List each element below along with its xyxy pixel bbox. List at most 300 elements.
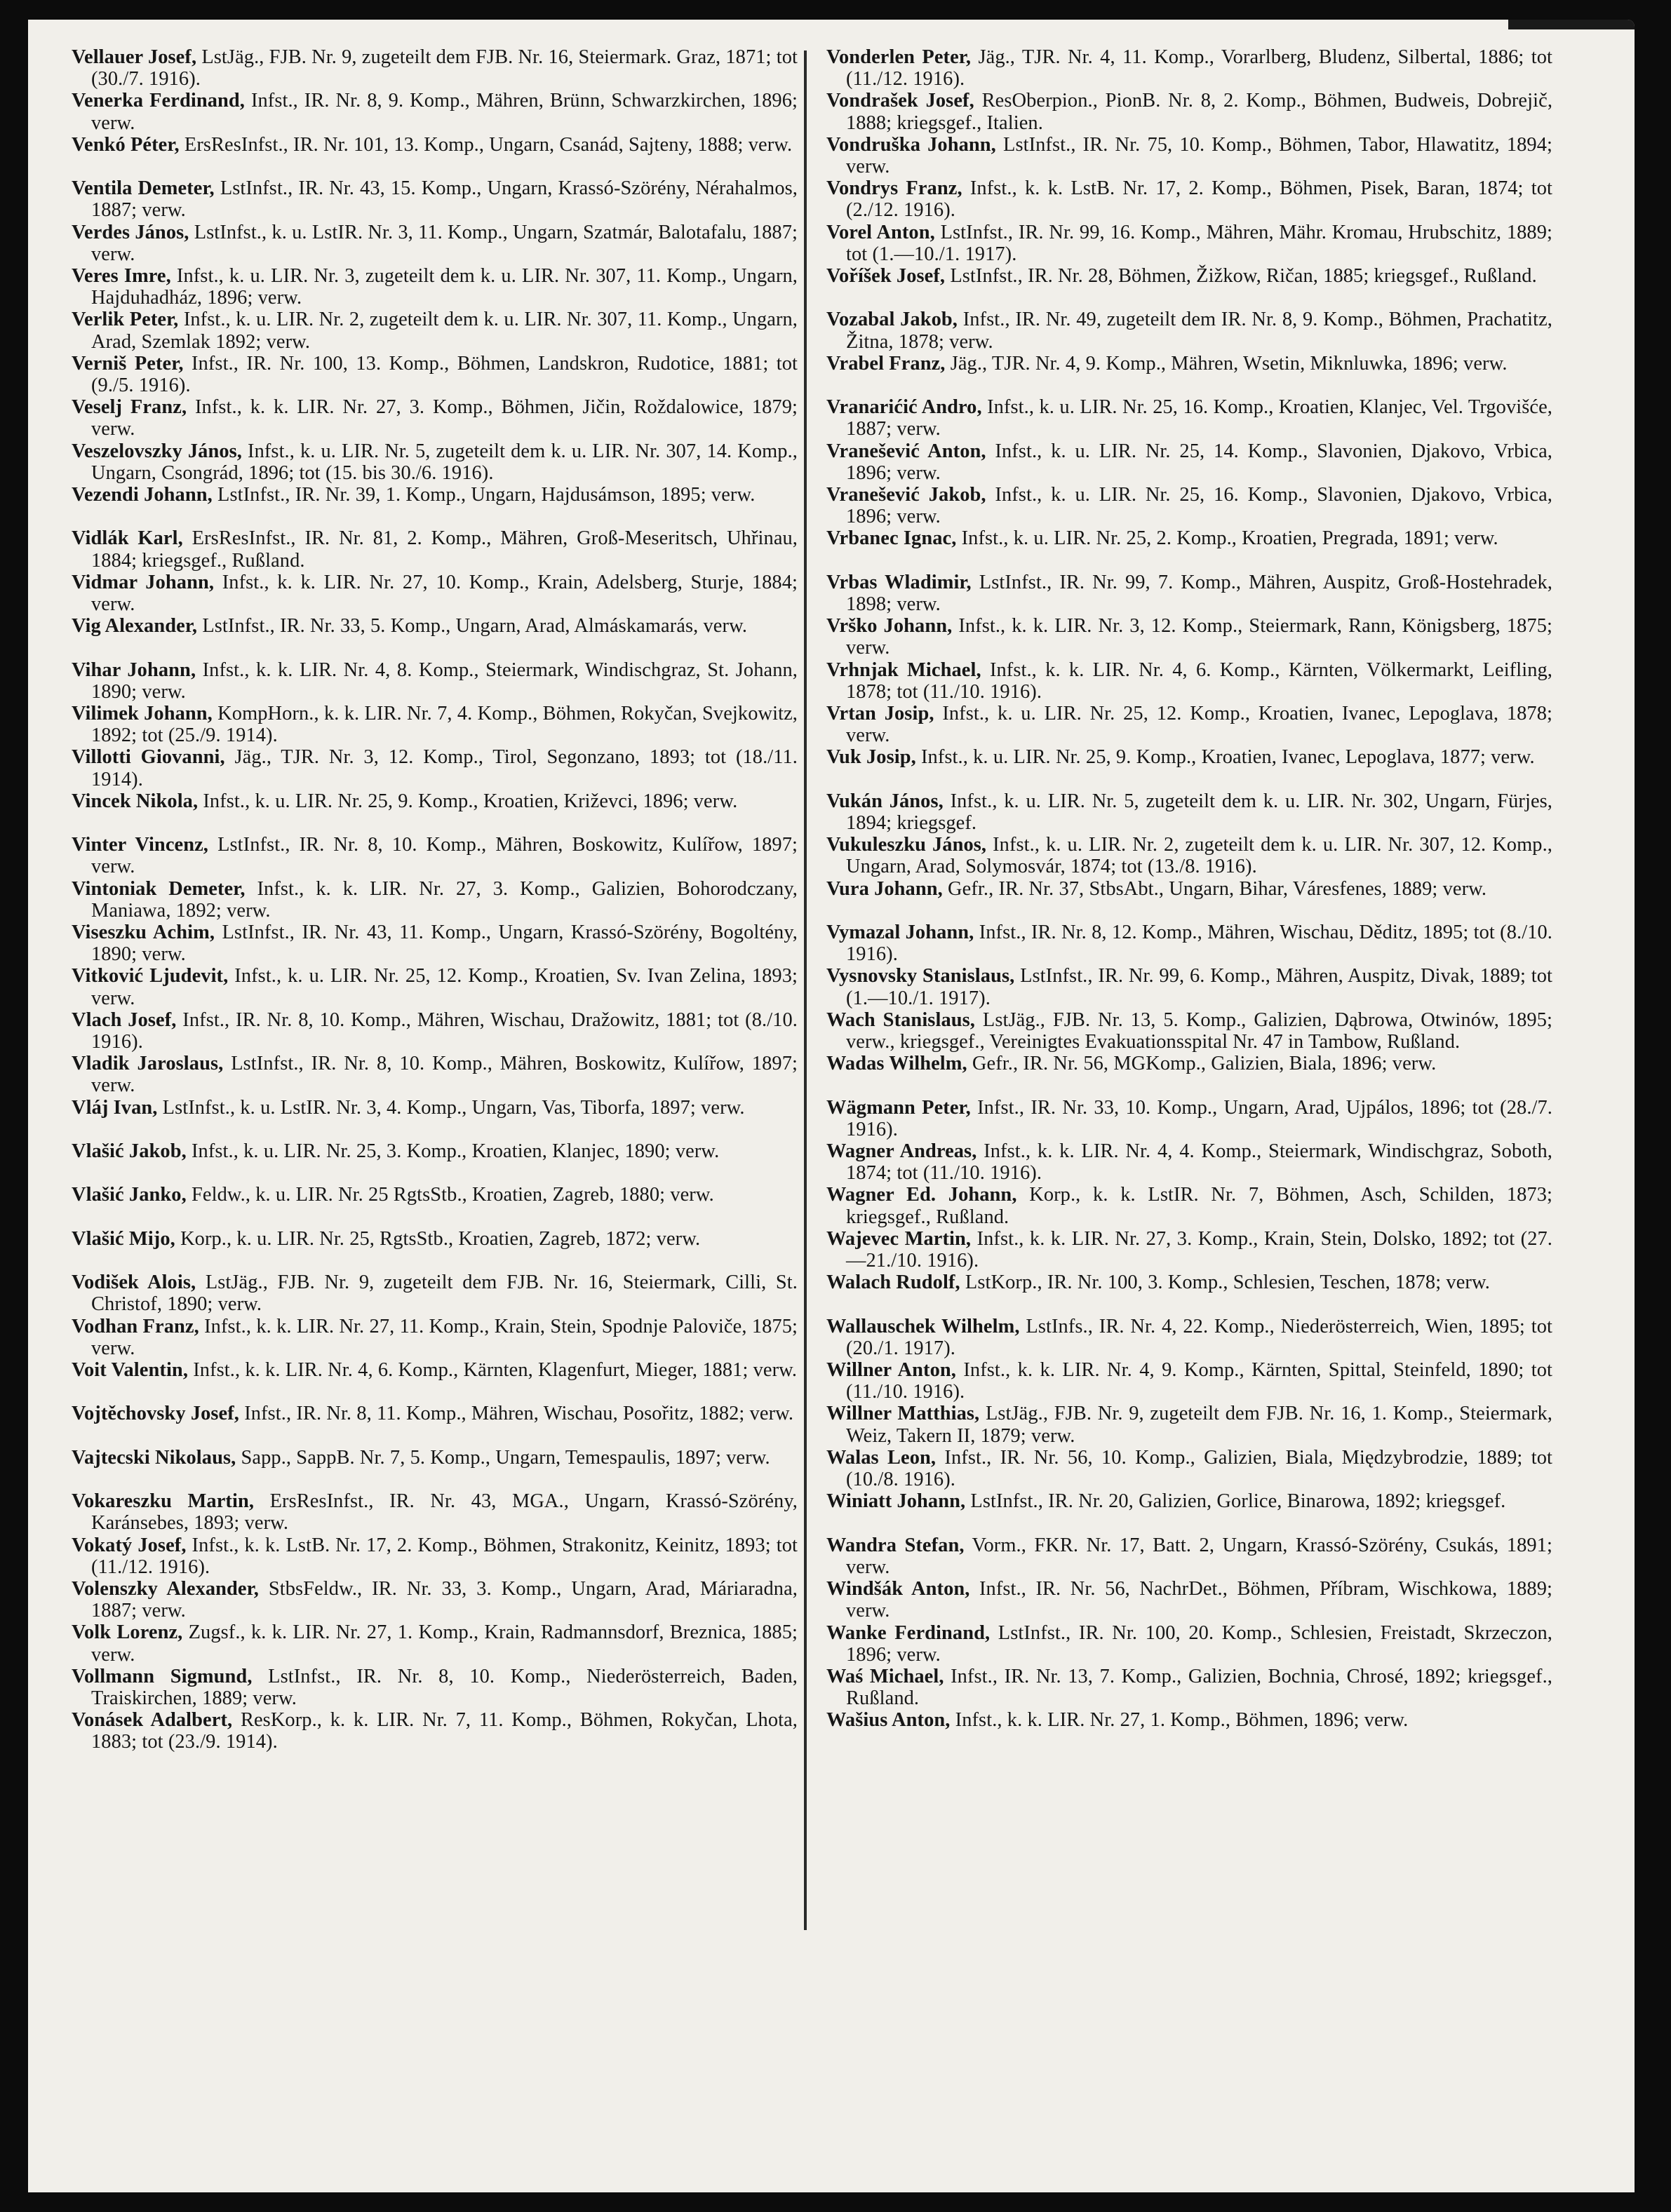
entry-name: Wallauschek Wilhelm, <box>826 1315 1020 1337</box>
entry-details: Infst., IR. Nr. 33, 10. Komp., Ungarn, Arad, Ujpálos, 1896; tot (28./7. 1916). <box>846 1096 1552 1140</box>
list-item <box>826 222 1552 265</box>
list-item <box>72 1184 798 1227</box>
entry-name: Vojtěchovsky Josef, <box>72 1403 240 1425</box>
entry-name: Vitković Ljudevit, <box>72 965 229 987</box>
entry-details: LstJäg., FJB. Nr. 9, zugeteilt dem FJB. Nr. 16, Steiermark, Cilli, St. Christof, 1890; verw. <box>91 1272 798 1316</box>
list-item <box>826 396 1552 440</box>
entry-name: Vajtecski Nikolaus, <box>72 1446 236 1469</box>
entry-name: Wašius Anton, <box>826 1709 951 1732</box>
list-item <box>826 484 1552 527</box>
entry-details: Vorm., FKR. Nr. 17, Batt. 2, Ungarn, Krassó-Szörény, Csukás, 1891; verw. <box>846 1534 1552 1578</box>
entry-name: Veszelovszky János, <box>72 440 242 462</box>
entry-details: LstInfst., IR. Nr. 33, 5. Komp., Ungarn, Arad, Almáskamarás, verw. <box>202 615 748 638</box>
entry-name: Vrško Johann, <box>826 615 953 638</box>
entry-name: Vranarićić Andro, <box>826 396 982 419</box>
page-edge-shadow <box>1508 20 1635 29</box>
entry-text <box>72 222 798 265</box>
entry-name: Voit Valentin, <box>72 1359 189 1382</box>
entry-details: LstJäg., FJB. Nr. 13, 5. Komp., Galizien, Dąbrowa, Otwinów, 1895; verw., kriegsgef., Vereinigtes Evakuationsspital Nr. 47 in Tambow, Rußland. <box>846 1009 1553 1053</box>
entry-name: Verlik Peter, <box>72 309 179 331</box>
entry-details: LstInfst., IR. Nr. 8, 10. Komp., Mähren, Boskowitz, Kulířow, 1897; verw. <box>91 834 798 878</box>
entry-details: LstInfst., IR. Nr. 43, 15. Komp., Ungarn, Krassó-Szörény, Nérahalmos, 1887; verw. <box>91 177 798 222</box>
entry-text <box>826 1359 1552 1403</box>
list-item <box>72 1009 798 1053</box>
list-item <box>826 1140 1552 1184</box>
entry-details: Infst., k. k. LIR. Nr. 27, 11. Komp., Krain, Stein, Spodnje Paloviče, 1875; verw. <box>91 1315 798 1359</box>
list-item <box>72 922 798 965</box>
entry-name: Vodhan Franz, <box>72 1315 199 1337</box>
entry-text <box>826 1097 1552 1140</box>
entry-text <box>72 1228 798 1272</box>
entry-name: Wägmann Peter, <box>826 1096 971 1119</box>
entry-name: Vellauer Josef, <box>72 46 197 68</box>
entry-text <box>826 659 1552 703</box>
list-item <box>826 659 1552 703</box>
entry-details: Infst., k. u. LIR. Nr. 25, 12. Komp., Kroatien, Sv. Ivan Zelina, 1893; verw. <box>91 965 798 1009</box>
list-item <box>826 90 1552 133</box>
entry-name: Walas Leon, <box>826 1446 937 1469</box>
entry-text <box>826 965 1552 1009</box>
entry-details: Infst., k. k. LIR. Nr. 27, 10. Komp., Krain, Adelsberg, Sturje, 1884; verw. <box>91 571 798 616</box>
list-item <box>72 703 798 746</box>
entry-text <box>826 703 1552 746</box>
entry-details: Infst., k. k. LIR. Nr. 4, 6. Komp., Kärnten, Klagenfurt, Mieger, 1881; verw. <box>193 1359 798 1382</box>
list-item <box>72 834 798 877</box>
entry-details: LstJäg., FJB. Nr. 9, zugeteilt dem FJB. Nr. 16, 1. Komp., Steiermark, Weiz, Takern II, 1879; verw. <box>846 1403 1552 1447</box>
entry-details: Infst., IR. Nr. 13, 7. Komp., Galizien, Bochnia, Chrosé, 1892; kriegsgef., Rußland. <box>846 1665 1552 1710</box>
entry-name: Vonderlen Peter, <box>826 46 972 68</box>
entry-name: Wagner Ed. Johann, <box>826 1184 1017 1206</box>
entry-details: Infst., IR. Nr. 56, NachrDet., Böhmen, Příbram, Wischkowa, 1889; verw. <box>846 1578 1553 1622</box>
list-item <box>826 1490 1552 1534</box>
entry-text <box>72 1316 798 1359</box>
entry-text <box>826 1447 1552 1490</box>
entry-details: Sapp., SappB. Nr. 7, 5. Komp., Ungarn, Temespaulis, 1897; verw. <box>241 1446 770 1469</box>
list-item <box>72 527 798 571</box>
list-item <box>826 46 1552 90</box>
entry-name: Vig Alexander, <box>72 615 198 638</box>
list-item <box>72 878 798 922</box>
list-item <box>72 396 798 440</box>
list-item <box>826 1053 1552 1096</box>
entry-name: Wach Stanislaus, <box>826 1009 975 1031</box>
entry-details: Infst., k. k. LIR. Nr. 27, 3. Komp., Galizien, Bohorodczany, Maniawa, 1892; verw. <box>91 877 798 922</box>
entry-details: Infst., k. u. LIR. Nr. 25, 14. Komp., Slavonien, Djakovo, Vrbica, 1896; verw. <box>846 440 1552 484</box>
list-item <box>72 1578 798 1621</box>
entry-details: LstInfst., IR. Nr. 99, 7. Komp., Mähren, Auspitz, Groß-Hostehradek, 1898; verw. <box>846 571 1552 616</box>
list-item <box>826 1184 1552 1227</box>
list-item <box>72 1621 798 1665</box>
right-column <box>826 46 1552 1753</box>
list-item <box>826 1447 1552 1490</box>
entry-details: LstKorp., IR. Nr. 100, 3. Komp., Schlesien, Teschen, 1878; verw. <box>965 1272 1490 1294</box>
entry-name: Ventila Demeter, <box>72 177 215 200</box>
entry-details: Infst., k. u. LIR. Nr. 25, 9. Komp., Kroatien, Križevci, 1896; verw. <box>203 790 738 812</box>
entry-details: Infst., IR. Nr. 8, 10. Komp., Mähren, Wischau, Dražowitz, 1881; tot (8./10. 1916). <box>91 1009 798 1053</box>
entry-details: Gefr., IR. Nr. 56, MGKomp., Galizien, Biala, 1896; verw. <box>972 1053 1437 1075</box>
entry-text <box>72 1097 798 1140</box>
entry-name: Vozabal Jakob, <box>826 309 958 331</box>
entry-text <box>72 1666 798 1709</box>
entry-text <box>826 878 1552 922</box>
entry-details: StbsFeldw., IR. Nr. 33, 3. Komp., Ungarn, Arad, Máriaradna, 1887; verw. <box>91 1578 798 1622</box>
entry-name: Vondrys Franz, <box>826 177 962 200</box>
entry-details: Infst., IR. Nr. 56, 10. Komp., Galizien, Biala, Międzybrodzie, 1889; tot (10./8. 1916). <box>846 1446 1553 1491</box>
list-item <box>72 177 798 221</box>
list-item <box>72 1535 798 1578</box>
entry-details: Infst., k. u. LIR. Nr. 25, 16. Komp., Slavonien, Djakovo, Vrbica, 1896; verw. <box>846 484 1552 528</box>
list-item <box>72 1490 798 1534</box>
entry-name: Vilimek Johann, <box>72 703 213 725</box>
list-item <box>826 1228 1552 1272</box>
entry-text <box>826 1316 1552 1359</box>
entry-text <box>72 396 798 440</box>
list-item <box>826 572 1552 615</box>
entry-text <box>826 46 1552 90</box>
entry-name: Vysnovsky Stanislaus, <box>826 965 1015 987</box>
entry-name: Wanke Ferdinand, <box>826 1621 991 1644</box>
entry-name: Wadas Wilhelm, <box>826 1053 967 1075</box>
left-column <box>72 46 798 1753</box>
entry-name: Vidlák Karl, <box>72 527 183 550</box>
entry-name: Vinter Vincenz, <box>72 834 209 856</box>
entry-text <box>826 790 1552 834</box>
entry-text <box>72 1184 798 1227</box>
entry-text <box>72 1578 798 1621</box>
list-item <box>826 1709 1552 1753</box>
entry-text <box>826 1053 1552 1096</box>
entry-details: Infst., k. k. LIR. Nr. 4, 4. Komp., Steiermark, Windischgraz, Soboth, 1874; tot (11./10. 1916). <box>846 1140 1553 1185</box>
list-item <box>826 1359 1552 1403</box>
list-item <box>72 1097 798 1140</box>
list-item <box>826 1666 1552 1709</box>
entry-text <box>826 1666 1552 1709</box>
entry-details: Infst., k. u. LIR. Nr. 2, zugeteilt dem k. u. LIR. Nr. 307, 11. Komp., Ungarn, Arad, Szemlak 1892; verw. <box>91 309 798 353</box>
entry-details: ErsResInfst., IR. Nr. 101, 13. Komp., Ungarn, Csanád, Sajteny, 1888; verw. <box>184 133 793 156</box>
entry-name: Willner Matthias, <box>826 1403 980 1425</box>
entry-details: Infst., IR. Nr. 8, 11. Komp., Mähren, Wischau, Posořitz, 1882; verw. <box>244 1403 794 1425</box>
list-item <box>72 484 798 527</box>
list-item <box>826 1403 1552 1446</box>
entry-details: LstInfst., IR. Nr. 75, 10. Komp., Böhmen, Tabor, Hlawatitz, 1894; verw. <box>846 133 1552 178</box>
entry-name: Verniš Peter, <box>72 352 184 375</box>
entry-text <box>826 834 1552 877</box>
entry-details: Infst., IR. Nr. 8, 9. Komp., Mähren, Brünn, Schwarzkirchen, 1896; verw. <box>91 90 798 134</box>
entry-text <box>826 1490 1552 1534</box>
entry-name: Veselj Franz, <box>72 396 187 419</box>
entry-details: LstInfst., IR. Nr. 39, 1. Komp., Ungarn, Hajdusámson, 1895; verw. <box>217 484 756 506</box>
entry-details: Infst., k. u. LIR. Nr. 25, 16. Komp., Kroatien, Klanjec, Vel. Trgovišće, 1887; verw. <box>846 396 1553 440</box>
entry-details: LstInfs., IR. Nr. 4, 22. Komp., Niederösterreich, Wien, 1895; tot (20./1. 1917). <box>846 1315 1553 1359</box>
entry-details: LstInfst., IR. Nr. 100, 20. Komp., Schlesien, Freistadt, Skrzeczon, 1896; verw. <box>846 1621 1552 1666</box>
list-item <box>826 527 1552 571</box>
entry-name: Vrtan Josip, <box>826 703 934 725</box>
entry-name: Vrbanec Ignac, <box>826 527 957 550</box>
entry-name: Wandra Stefan, <box>826 1534 965 1556</box>
entry-details: LstInfst., IR. Nr. 28, Böhmen, Žižkow, Ričan, 1885; kriegsgef., Rußland. <box>950 265 1537 288</box>
list-item <box>826 1097 1552 1140</box>
entry-details: Infst., k. u. LIR. Nr. 25, 2. Komp., Kroatien, Pregrada, 1891; verw. <box>961 527 1498 550</box>
list-item <box>826 746 1552 790</box>
entry-details: Infst., k. u. LIR. Nr. 3, zugeteilt dem k. u. LIR. Nr. 307, 11. Komp., Ungarn, Hajduhadház, 1896; verw. <box>91 265 798 309</box>
entry-text <box>826 615 1552 659</box>
entry-text <box>826 1140 1552 1184</box>
entry-name: Venkó Péter, <box>72 133 180 156</box>
entry-details: LstInfst., k. u. LstIR. Nr. 3, 4. Komp., Ungarn, Vas, Tiborfa, 1897; verw. <box>162 1096 745 1119</box>
entry-name: Vlach Josef, <box>72 1009 177 1031</box>
list-item <box>826 1578 1552 1621</box>
entry-name: Vladik Jaroslaus, <box>72 1053 224 1075</box>
entry-text <box>72 1490 798 1534</box>
list-item <box>826 440 1552 484</box>
entry-text <box>826 572 1552 615</box>
entry-details: Infst., k. k. LstB. Nr. 17, 2. Komp., Böhmen, Pisek, Baran, 1874; tot (2./12. 1916). <box>846 177 1552 222</box>
entry-text <box>826 265 1552 309</box>
entry-text <box>826 134 1552 177</box>
entry-name: Veres Imre, <box>72 265 171 288</box>
list-item <box>826 703 1552 746</box>
entry-name: Villotti Giovanni, <box>72 746 225 769</box>
list-item <box>826 1316 1552 1359</box>
entry-details: Infst., k. u. LIR. Nr. 5, zugeteilt dem k. u. LIR. Nr. 307, 14. Komp., Ungarn, Csongrád, 1896; tot (15. bis 30./6. 1916). <box>91 440 798 484</box>
entry-text <box>826 922 1552 965</box>
entry-name: Vrabel Franz, <box>826 352 946 375</box>
entry-name: Vranešević Jakob, <box>826 484 986 506</box>
list-item <box>72 659 798 703</box>
entry-text <box>72 615 798 659</box>
entry-details: Infst., k. u. LIR. Nr. 25, 3. Komp., Kroatien, Klanjec, 1890; verw. <box>192 1140 720 1163</box>
entry-details: ErsResInfst., IR. Nr. 81, 2. Komp., Mähren, Groß-Meseritsch, Uhřinau, 1884; kriegsgef., Rußland. <box>91 527 798 572</box>
entry-name: Vihar Johann, <box>72 659 196 681</box>
entry-details: Infst., k. k. LstB. Nr. 17, 2. Komp., Böhmen, Strakonitz, Keinitz, 1893; tot (11./12. 1916). <box>91 1534 798 1578</box>
entry-name: Vymazal Johann, <box>826 922 974 944</box>
entry-name: Vukán János, <box>826 790 944 812</box>
entry-text <box>72 90 798 133</box>
entry-name: Willner Anton, <box>826 1359 956 1382</box>
entry-name: Vincek Nikola, <box>72 790 199 812</box>
entry-text <box>826 1272 1552 1315</box>
entry-name: Windšák Anton, <box>826 1578 970 1600</box>
entry-name: Vondrašek Josef, <box>826 90 974 112</box>
entry-text <box>826 222 1552 265</box>
entry-name: Volk Lorenz, <box>72 1621 183 1644</box>
entry-text <box>72 878 798 922</box>
list-item <box>826 309 1552 352</box>
entry-details: ErsResInfst., IR. Nr. 43, MGA., Ungarn, Krassó-Szörény, Karánsebes, 1893; verw. <box>91 1490 798 1535</box>
entry-name: Vidmar Johann, <box>72 571 215 593</box>
entry-name: Vlašić Jakob, <box>72 1140 187 1163</box>
list-item <box>72 1140 798 1184</box>
entry-details: LstInfst., k. u. LstIR. Nr. 3, 11. Komp., Ungarn, Szatmár, Balotafalu, 1887; verw. <box>91 221 798 265</box>
entry-text <box>826 177 1552 221</box>
entry-details: Korp., k. k. LstIR. Nr. 7, Böhmen, Asch, Schilden, 1873; kriegsgef., Rußland. <box>846 1184 1552 1228</box>
list-item <box>72 1666 798 1709</box>
list-item <box>72 790 798 834</box>
list-item <box>826 1535 1552 1578</box>
entry-text <box>72 1535 798 1578</box>
entry-text <box>826 1009 1552 1053</box>
entry-details: ResOberpion., PionB. Nr. 8, 2. Komp., Böhmen, Budweis, Dobrejič, 1888; kriegsgef., Italien. <box>846 90 1553 134</box>
entry-name: Winiatt Johann, <box>826 1490 966 1513</box>
entry-details: LstJäg., FJB. Nr. 9, zugeteilt dem FJB. Nr. 16, Steiermark. Graz, 1871; tot (30./7. 1916). <box>91 46 798 90</box>
list-item <box>72 1359 798 1403</box>
entry-details: Infst., IR. Nr. 49, zugeteilt dem IR. Nr. 8, 9. Komp., Böhmen, Prachatitz, Žitna, 1878; verw. <box>846 309 1553 353</box>
entry-text <box>826 527 1552 571</box>
entry-name: Viseszku Achim, <box>72 922 215 944</box>
entry-name: Vranešević Anton, <box>826 440 986 462</box>
entry-details: Infst., k. u. LIR. Nr. 2, zugeteilt dem k. u. LIR. Nr. 307, 12. Komp., Ungarn, Arad, Solymosvár, 1874; tot (13./8. 1916). <box>846 834 1552 878</box>
entry-name: Voříšek Josef, <box>826 265 946 288</box>
entry-text <box>72 484 798 527</box>
entry-text <box>72 703 798 746</box>
entry-text <box>826 309 1552 352</box>
entry-text <box>826 1184 1552 1227</box>
entry-text <box>72 1709 798 1753</box>
entry-details: LstInfst., IR. Nr. 99, 16. Komp., Mähren, Mähr. Kromau, Hrubschitz, 1889; tot (1.—10./1. 1917). <box>846 221 1552 265</box>
list-item <box>72 615 798 659</box>
list-item <box>72 440 798 484</box>
entry-text <box>826 1228 1552 1272</box>
entry-text <box>826 353 1552 396</box>
list-item <box>72 1228 798 1272</box>
entry-details: Infst., k. k. LIR. Nr. 27, 3. Komp., Krain, Stein, Dolsko, 1892; tot (27.—21./10. 1916). <box>846 1227 1552 1272</box>
entry-details: Infst., k. k. LIR. Nr. 27, 1. Komp., Böhmen, 1896; verw. <box>955 1709 1409 1732</box>
entry-text <box>72 134 798 177</box>
list-item <box>72 309 798 352</box>
list-item <box>72 1053 798 1096</box>
entry-name: Vura Johann, <box>826 877 943 900</box>
list-item <box>72 1403 798 1446</box>
entry-name: Vrbas Wladimir, <box>826 571 972 593</box>
list-item <box>826 1272 1552 1315</box>
entry-name: Wajevec Martin, <box>826 1227 972 1250</box>
entry-details: Feldw., k. u. LIR. Nr. 25 RgtsStb., Kroatien, Zagreb, 1880; verw. <box>192 1184 714 1206</box>
entry-text <box>826 440 1552 484</box>
entry-text <box>826 1622 1552 1666</box>
entry-text <box>826 746 1552 790</box>
entry-details: Infst., k. k. LIR. Nr. 4, 6. Komp., Kärnten, Völkermarkt, Leifling, 1878; tot (11./10. 1916). <box>846 659 1552 703</box>
list-item <box>72 134 798 177</box>
list-item <box>72 746 798 790</box>
list-item <box>826 615 1552 659</box>
entry-text <box>72 922 798 965</box>
entry-text <box>72 353 798 396</box>
entry-details: LstInfst., IR. Nr. 43, 11. Komp., Ungarn, Krassó-Szörény, Bogoltény, 1890; verw. <box>91 922 798 966</box>
entry-name: Wagner Andreas, <box>826 1140 977 1163</box>
list-item <box>72 353 798 396</box>
entry-text <box>72 177 798 221</box>
entry-details: Infst., k. k. LIR. Nr. 4, 9. Komp., Kärnten, Spittal, Steinfeld, 1890; tot (11./10. 1916). <box>846 1359 1553 1403</box>
entry-name: Verdes János, <box>72 221 189 243</box>
list-item <box>826 834 1552 877</box>
entry-text <box>72 1272 798 1315</box>
entry-details: Gefr., IR. Nr. 37, StbsAbt., Ungarn, Bihar, Váresfenes, 1889; verw. <box>948 877 1487 900</box>
entry-text <box>72 746 798 790</box>
entry-name: Vlašić Janko, <box>72 1184 187 1206</box>
list-item <box>826 1009 1552 1053</box>
entry-name: Waś Michael, <box>826 1665 944 1687</box>
entry-details: LstInfst., IR. Nr. 99, 6. Komp., Mähren, Auspitz, Divak, 1889; tot (1.—10./1. 1917). <box>846 965 1552 1009</box>
list-item <box>72 1447 798 1490</box>
entry-text <box>72 1053 798 1096</box>
list-item <box>72 46 798 90</box>
entry-name: Vintoniak Demeter, <box>72 877 246 900</box>
entry-text <box>72 440 798 484</box>
list-item <box>72 572 798 615</box>
entry-text <box>72 1009 798 1053</box>
column-divider <box>804 50 807 1930</box>
entry-details: Infst., k. u. LIR. Nr. 5, zugeteilt dem k. u. LIR. Nr. 302, Ungarn, Fürjes, 1894; kriegsgef. <box>846 790 1553 835</box>
list-item <box>826 353 1552 396</box>
entry-name: Vlašić Mijo, <box>72 1227 175 1250</box>
entry-details: Jäg., TJR. Nr. 4, 11. Komp., Vorarlberg, Bludenz, Silbertal, 1886; tot (11./12. 1916). <box>846 46 1552 90</box>
entry-details: KompHorn., k. k. LIR. Nr. 7, 4. Komp., Böhmen, Rokyčan, Svejkowitz, 1892; tot (25./9. 1914). <box>91 703 798 747</box>
entry-details: LstInfst., IR. Nr. 20, Galizien, Gorlice, Binarowa, 1892; kriegsgef. <box>970 1490 1506 1513</box>
document-page <box>28 20 1635 2192</box>
entry-text <box>72 965 798 1009</box>
entry-name: Vokatý Josef, <box>72 1534 187 1556</box>
entry-text <box>72 1140 798 1184</box>
list-item <box>826 1622 1552 1666</box>
list-item <box>826 965 1552 1009</box>
entry-text <box>826 484 1552 527</box>
entry-text <box>72 265 798 309</box>
entry-name: Volenszky Alexander, <box>72 1578 259 1600</box>
list-item <box>72 222 798 265</box>
entry-text <box>72 659 798 703</box>
entry-text <box>72 1359 798 1403</box>
entry-text <box>72 790 798 834</box>
entry-name: Vukuleszku János, <box>826 834 987 856</box>
entry-details: Jäg., TJR. Nr. 3, 12. Komp., Tirol, Segonzano, 1893; tot (18./11. 1914). <box>91 746 798 790</box>
entry-text <box>72 309 798 352</box>
entry-text <box>72 572 798 615</box>
entry-details: Zugsf., k. k. LIR. Nr. 27, 1. Komp., Krain, Radmannsdorf, Breznica, 1885; verw. <box>91 1621 798 1666</box>
entry-text <box>72 46 798 90</box>
entry-details: LstInfst., IR. Nr. 8, 10. Komp., Niederösterreich, Baden, Traiskirchen, 1889; verw. <box>91 1665 798 1710</box>
entry-name: Vorel Anton, <box>826 221 935 243</box>
entry-text <box>72 1403 798 1446</box>
entry-details: Jäg., TJR. Nr. 4, 9. Komp., Mähren, Wsetin, Miknluwka, 1896; verw. <box>950 352 1508 375</box>
entry-details: Korp., k. u. LIR. Nr. 25, RgtsStb., Kroatien, Zagreb, 1872; verw. <box>180 1227 701 1250</box>
list-item <box>826 790 1552 834</box>
entry-details: Infst., k. k. LIR. Nr. 4, 8. Komp., Steiermark, Windischgraz, St. Johann, 1890; verw. <box>91 659 798 703</box>
entry-name: Vokareszku Martin, <box>72 1490 255 1513</box>
entry-name: Vláj Ivan, <box>72 1096 158 1119</box>
entry-details: Infst., IR. Nr. 8, 12. Komp., Mähren, Wischau, Děditz, 1895; tot (8./10. 1916). <box>846 922 1553 966</box>
list-item <box>826 177 1552 221</box>
entry-text <box>72 1447 798 1490</box>
entry-details: ResKorp., k. k. LIR. Nr. 7, 11. Komp., Böhmen, Rokyčan, Lhota, 1883; tot (23./9. 1914). <box>91 1709 798 1753</box>
entry-name: Vrhnjak Michael, <box>826 659 981 681</box>
entry-text <box>826 1709 1552 1753</box>
list-item <box>72 1316 798 1359</box>
entry-text <box>72 1621 798 1665</box>
entry-text <box>72 527 798 571</box>
list-item <box>72 1272 798 1315</box>
entry-name: Vodišek Alois, <box>72 1272 196 1294</box>
entry-details: Infst., k. u. LIR. Nr. 25, 9. Komp., Kroatien, Ivanec, Lepoglava, 1877; verw. <box>921 746 1535 769</box>
entry-text <box>826 396 1552 440</box>
entry-name: Vondruška Johann, <box>826 133 996 156</box>
list-item <box>72 90 798 133</box>
list-item <box>826 265 1552 309</box>
list-item <box>72 265 798 309</box>
list-item <box>826 922 1552 965</box>
entry-text <box>826 90 1552 133</box>
entry-details: Infst., k. k. LIR. Nr. 27, 3. Komp., Böhmen, Jičin, Roždalowice, 1879; verw. <box>91 396 798 440</box>
entry-text <box>826 1578 1552 1621</box>
